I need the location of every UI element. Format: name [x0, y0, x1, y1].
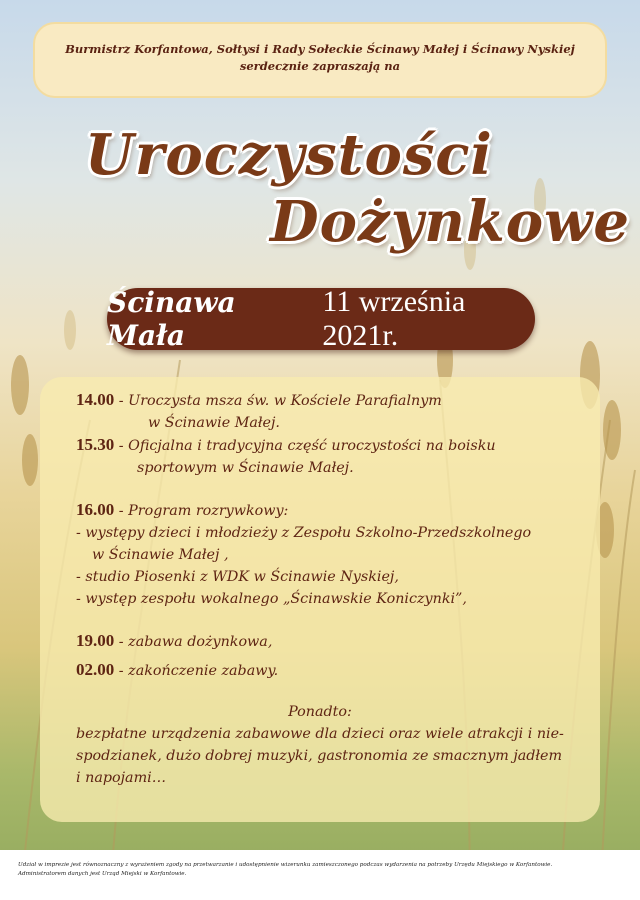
- program-bullet: - występ zespołu wokalnego „Ścinawskie Koniczynki”,: [76, 591, 467, 607]
- program-time: 16.00: [76, 500, 115, 519]
- footer-notice: [0, 850, 640, 900]
- program-text: - zakończenie zabawy.: [114, 663, 279, 679]
- program-item: [76, 659, 564, 682]
- title-line-2: Dożynkowe: [270, 189, 630, 255]
- event-place: Ścinawa Mała: [107, 286, 236, 352]
- program-item: [76, 630, 564, 653]
- invitation-line: Burmistrz Korfantowa, Sołtysi i Rady Sołeckie Ścinawy Małej i Ścinawy Nyskiej: [65, 42, 575, 56]
- program-bullet: - występy dzieci i młodzieży z Zespołu Szkolno-Przedszkolnego: [76, 525, 532, 541]
- footer-line: Administratorem danych jest Urząd Miejski w Korfantowie.: [18, 871, 187, 877]
- extras-text: spodzianek, dużo dobrej muzyki, gastronomia ze smacznym jadłem: [76, 748, 563, 764]
- invitation-box: [33, 22, 607, 98]
- ponadto-heading: Ponadto:: [288, 704, 352, 720]
- program-item: [76, 499, 564, 522]
- program-time: 15.30: [76, 435, 115, 454]
- program-bullet-cont: w Ścinawie Małej ,: [92, 547, 229, 563]
- program-text: - Program rozrywkowy:: [114, 503, 289, 519]
- program-text: - Uroczysta msza św. w Kościele Parafialnym: [114, 393, 442, 409]
- place-date-banner: [107, 285, 535, 352]
- program-text: - Oficjalna i tradycyjna część uroczystości na boisku: [114, 438, 496, 454]
- program-time: 19.00: [76, 631, 115, 650]
- program-text-cont: w Ścinawie Małej.: [148, 415, 280, 431]
- title-line-1: Uroczystości: [85, 122, 493, 188]
- extras-text: i napojami…: [76, 770, 166, 786]
- program-item: [76, 434, 564, 457]
- program-item: [76, 389, 564, 412]
- program-text-cont: sportowym w Ścinawie Małej.: [137, 460, 354, 476]
- program-bullet: - studio Piosenki z WDK w Ścinawie Nyskiej,: [76, 569, 399, 585]
- program-time: 02.00: [76, 660, 115, 679]
- footer-line: Udział w imprezie jest równoznaczny z wyrażeniem zgody na przetwarzanie i udostępnienie wizerunku zamieszczonego podczas wydarzenia na potrzeby Urzędu Miejskiego w Korfantowie.: [18, 862, 553, 868]
- event-date: 11 września 2021r.: [322, 285, 466, 352]
- program-text: - zabawa dożynkowa,: [114, 634, 273, 650]
- extras-text: bezpłatne urządzenia zabawowe dla dzieci oraz wiele atrakcji i nie-: [76, 726, 564, 742]
- invitation-subline: serdecznie zapraszają na: [239, 59, 401, 73]
- program-time: 14.00: [76, 390, 115, 409]
- program-panel: [40, 377, 600, 822]
